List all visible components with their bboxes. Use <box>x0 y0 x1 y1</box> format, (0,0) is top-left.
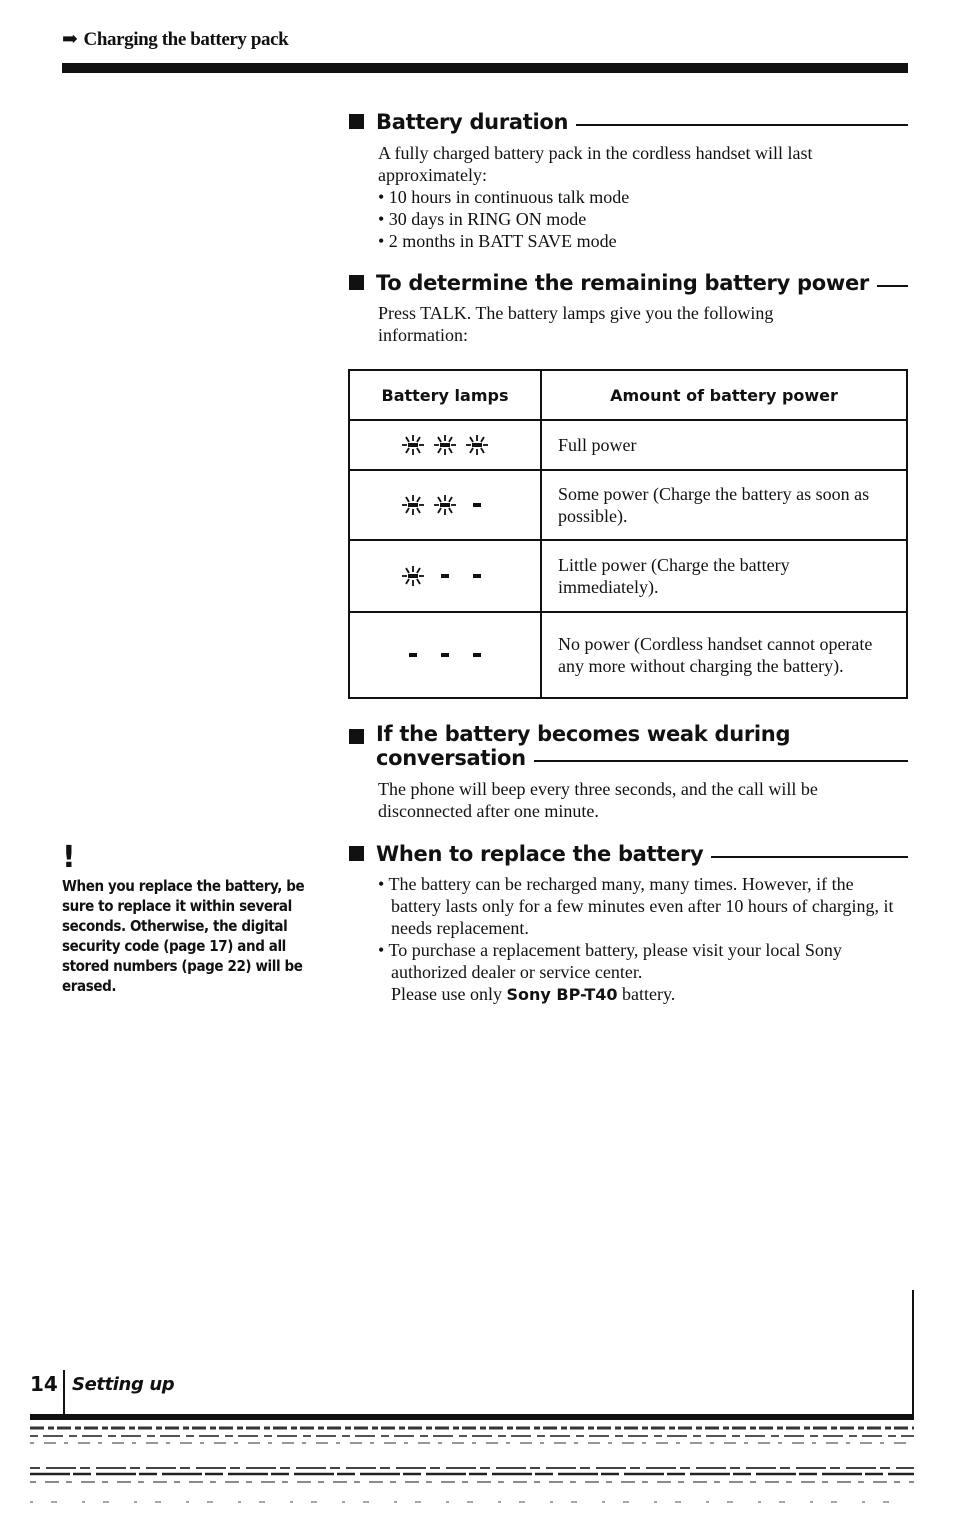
heading-rule <box>534 760 908 762</box>
square-bullet-icon <box>349 846 364 861</box>
lamp-indicators <box>349 420 541 470</box>
list-item: • 30 days in RING ON mode <box>378 209 587 229</box>
lamp-row-graphic <box>397 492 493 518</box>
lamp-off-icon <box>441 574 449 578</box>
replace-battery-body <box>378 873 902 1006</box>
page-header-title <box>62 28 288 51</box>
heading-rule <box>711 856 908 858</box>
footer-section-name: Setting up <box>72 1374 175 1395</box>
heading-rule <box>877 285 908 287</box>
lamp-lit-icon <box>434 495 456 515</box>
lamp-off-icon <box>441 653 449 657</box>
battery-duration-body <box>378 142 894 252</box>
arrow-right-icon: ➡ <box>62 29 78 50</box>
column-header-lamps: Battery lamps <box>349 370 541 420</box>
battery-duration-intro: A fully charged battery pack in the cordless handset will last approximately: <box>378 143 813 185</box>
power-description: Some power (Charge the battery as soon as possible). <box>541 470 907 540</box>
heading-rule <box>576 124 908 126</box>
section-heading-remaining-power: To determine the remaining battery power <box>349 271 908 295</box>
lamp-indicators <box>349 612 541 698</box>
remaining-power-body <box>378 302 824 346</box>
lamp-off-icon <box>473 653 481 657</box>
lamp-lit-icon <box>402 495 424 515</box>
product-name: Sony BP-T40 <box>506 985 618 1004</box>
heading-line-2: conversation <box>376 746 526 771</box>
list-item: • 2 months in BATT SAVE mode <box>378 231 617 251</box>
lamp-off-icon <box>473 574 481 578</box>
battery-lamps-table <box>348 369 908 699</box>
list-item: • The battery can be recharged many, many times. However, if the battery lasts only for a few minutes even after 10 hours of charging, it needs replacement. <box>378 874 894 938</box>
table-row <box>349 470 907 540</box>
lamp-off-icon <box>409 653 417 657</box>
table-row <box>349 420 907 470</box>
lamp-lit-icon <box>466 435 488 455</box>
lamp-lit-icon <box>434 435 456 455</box>
column-header-power: Amount of battery power <box>541 370 907 420</box>
section-heading-replace-battery: When to replace the battery <box>349 842 908 866</box>
header-rule <box>62 63 908 73</box>
power-description: No power (Cordless handset cannot operate any more without charging the battery). <box>541 612 907 698</box>
page-number: 14 <box>30 1372 58 1396</box>
caution-note: When you replace the battery, be sure to replace it within several seconds. Otherwise, the digital security code (page 17) and all stored numbers (page 22) will be erased. <box>62 877 305 995</box>
table-row <box>349 540 907 612</box>
lamp-indicators <box>349 540 541 612</box>
footer-divider <box>63 1370 65 1414</box>
lamp-row-graphic <box>397 563 493 589</box>
table-header-row <box>349 370 907 420</box>
lamp-lit-icon <box>402 435 424 455</box>
lamp-row-graphic <box>397 432 493 458</box>
lamp-row-graphic <box>397 642 493 668</box>
heading-line-1: If the battery becomes weak during <box>376 722 791 746</box>
header-title-text: Charging the battery pack <box>83 29 289 50</box>
lamp-indicators <box>349 470 541 540</box>
margin-rule <box>912 1290 914 1416</box>
scan-noise-band <box>30 1410 914 1520</box>
weak-battery-body <box>378 778 874 822</box>
lamp-lit-icon <box>402 566 424 586</box>
square-bullet-icon <box>349 275 364 290</box>
power-description: Little power (Charge the battery immediately). <box>541 540 907 612</box>
list-item: • To purchase a replacement battery, please visit your local Sony authorized dealer or service center. <box>378 940 842 982</box>
lamp-off-icon <box>473 503 481 507</box>
battery-type-note: Please use only Sony BP-T40 battery. <box>391 984 676 1004</box>
table-row <box>349 612 907 698</box>
list-item: • 10 hours in continuous talk mode <box>378 187 630 207</box>
section-heading-battery-duration: Battery duration <box>349 110 908 134</box>
section-heading-weak-battery <box>349 722 908 770</box>
caution-icon: ! <box>62 840 76 875</box>
power-description: Full power <box>541 420 907 470</box>
remaining-power-intro: Press TALK. The battery lamps give you the following information: <box>378 303 774 345</box>
square-bullet-icon <box>349 114 364 129</box>
weak-battery-text: The phone will beep every three seconds, and the call will be disconnected after one minute. <box>378 779 818 821</box>
square-bullet-icon <box>349 729 364 744</box>
